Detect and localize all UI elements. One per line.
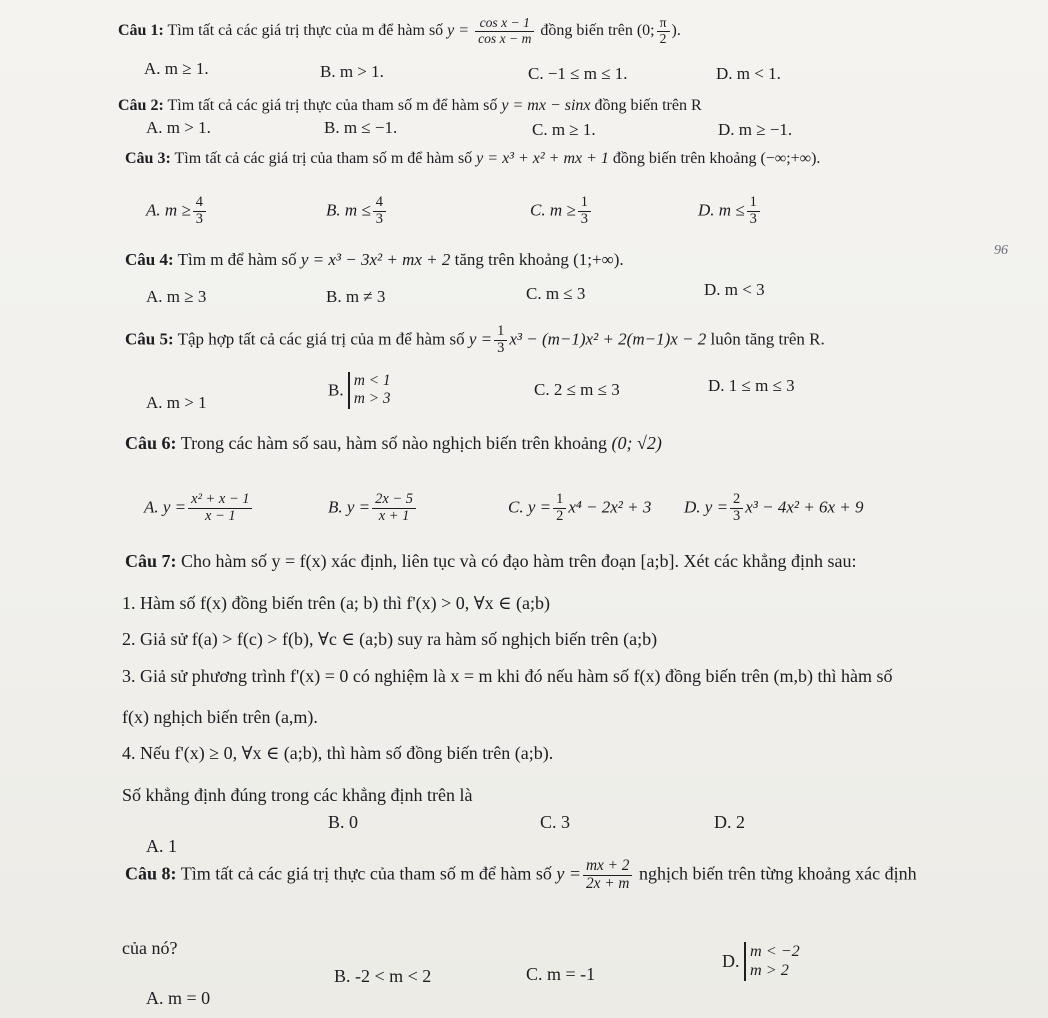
- q2-option-d[interactable]: D. m ≥ −1.: [718, 120, 793, 139]
- margin-pencil-mark: 96: [994, 243, 1008, 258]
- q8-option-b[interactable]: B. -2 < m < 2: [334, 966, 432, 986]
- q8-option-d[interactable]: D. m < −2 m > 2: [722, 942, 800, 980]
- q7-question: Số khẳng định đúng trong các khẳng định trên là: [122, 785, 473, 805]
- question-8: Câu 8: Tìm tất cả các giá trị thực của tham số m để hàm số y = $\frac{mx + 2}{2x + m}$ nghịch biến trên từng khoảng xác định: [125, 857, 917, 892]
- q8-option-c[interactable]: C. m = -1: [526, 964, 596, 984]
- q7-statement-1: 1. Hàm số f(x) đồng biến trên (a; b) thì f'(x) > 0, ∀x ∈ (a;b): [122, 593, 550, 613]
- q3-option-d[interactable]: D. m ≤ $\frac{1}{3}$: [698, 195, 762, 228]
- q5-option-a[interactable]: A. m > 1: [146, 393, 207, 412]
- question-2-label: Câu 2:: [118, 97, 164, 114]
- q2-option-a[interactable]: A. m > 1.: [146, 118, 211, 137]
- q3-option-a[interactable]: A. m ≥ $\frac{4}{3}$: [146, 195, 208, 228]
- q4-option-c[interactable]: C. m ≤ 3: [526, 284, 586, 303]
- question-1-fraction: $\frac{\text{cos x − 1}}{\text{cos x − m}}$: [475, 16, 534, 47]
- q7-option-c[interactable]: C. 3: [540, 812, 571, 832]
- q7-option-b[interactable]: B. 0: [328, 812, 359, 832]
- q4-option-d[interactable]: D. m < 3: [704, 280, 765, 299]
- q2-option-c[interactable]: C. m ≥ 1.: [532, 120, 596, 139]
- q7-statement-4: 4. Nếu f'(x) ≥ 0, ∀x ∈ (a;b), thì hàm số đồng biến trên (a;b).: [122, 743, 554, 763]
- q7-option-d[interactable]: D. 2: [714, 812, 745, 832]
- q5-option-d[interactable]: D. 1 ≤ m ≤ 3: [708, 376, 795, 395]
- question-5: Câu 5: Tập hợp tất cả các giá trị của m để hàm số y = $\frac{1}{3}$ x³ − (m−1)x² + 2(m−1)x − 2 luôn tăng trên R.: [125, 323, 825, 356]
- q4-option-a[interactable]: A. m ≥ 3: [146, 287, 207, 306]
- q6-option-a[interactable]: A. y = $\frac{\text{x² + x − 1}}{x - 1}$: [144, 492, 254, 525]
- q7-statement-3-cont: f(x) nghịch biến trên (a,m).: [122, 707, 318, 727]
- question-2: Câu 2: Tìm tất cả các giá trị thực của tham số m để hàm số y = mx − sinx đồng biến trên R: [118, 97, 702, 114]
- q1-option-a[interactable]: A. m ≥ 1.: [144, 59, 209, 78]
- question-4: Câu 4: Tìm m để hàm số y = x³ − 3x² + mx + 2 tăng trên khoảng (1;+∞).: [125, 250, 624, 269]
- q7-option-a[interactable]: A. 1: [146, 836, 177, 856]
- q6-option-b[interactable]: B. y = $\frac{2x - 5}{x + 1}$: [328, 492, 418, 525]
- q8-option-a[interactable]: A. m = 0: [146, 988, 211, 1008]
- question-7: Câu 7: Cho hàm số y = f(x) xác định, liên tục và có đạo hàm trên đoạn [a;b]. Xét các khẳng định sau:: [125, 551, 857, 571]
- q5-option-c[interactable]: C. 2 ≤ m ≤ 3: [534, 380, 620, 399]
- q1-option-d[interactable]: D. m < 1.: [716, 64, 781, 83]
- q7-statement-2: 2. Giả sử f(a) > f(c) > f(b), ∀c ∈ (a;b) suy ra hàm số nghịch biến trên (a;b): [122, 629, 658, 649]
- question-1-label: Câu 1:: [118, 22, 164, 40]
- q4-option-b[interactable]: B. m ≠ 3: [326, 287, 386, 306]
- q1-option-c[interactable]: C. −1 ≤ m ≤ 1.: [528, 64, 628, 83]
- q7-statement-3: 3. Giả sử phương trình f'(x) = 0 có nghiệm là x = m khi đó nếu hàm số f(x) đồng biến trên (m,b) thì hàm số: [122, 666, 893, 686]
- q5-option-b[interactable]: B. m < 1 m > 3: [328, 372, 391, 408]
- q6-option-d[interactable]: D. y = $\frac{2}{3}$ x³ − 4x² + 6x + 9: [684, 491, 864, 524]
- question-6: Câu 6: Trong các hàm số sau, hàm số nào nghịch biến trên khoảng (0; √2): [125, 433, 662, 453]
- question-1-text: Tìm tất cả các giá trị thực của m để hàm số: [167, 22, 444, 40]
- question-8-cont: của nó?: [122, 938, 178, 958]
- q1-option-b[interactable]: B. m > 1.: [320, 62, 384, 81]
- question-3: Câu 3: Tìm tất cả các giá trị của tham số m để hàm số y = x³ + x² + mx + 1 đồng biến trên khoảng (−∞;+∞).: [125, 150, 821, 167]
- question-1: Câu 1: Tìm tất cả các giá trị thực của m để hàm số y = $\frac{\text{cos x − 1}}{\text{cos x − m}}$ đồng biến trên (0; $\frac{\pi}{2}$ ).: [118, 15, 681, 46]
- question-1-tail: đồng biến trên: [540, 22, 633, 40]
- q2-option-b[interactable]: B. m ≤ −1.: [324, 118, 398, 137]
- q6-option-c[interactable]: C. y = $\frac{1}{2}$ x⁴ − 2x² + 3: [508, 491, 652, 524]
- q3-option-b[interactable]: B. m ≤ $\frac{4}{3}$: [326, 195, 388, 228]
- q3-option-c[interactable]: C. m ≥ $\frac{1}{3}$: [530, 195, 593, 228]
